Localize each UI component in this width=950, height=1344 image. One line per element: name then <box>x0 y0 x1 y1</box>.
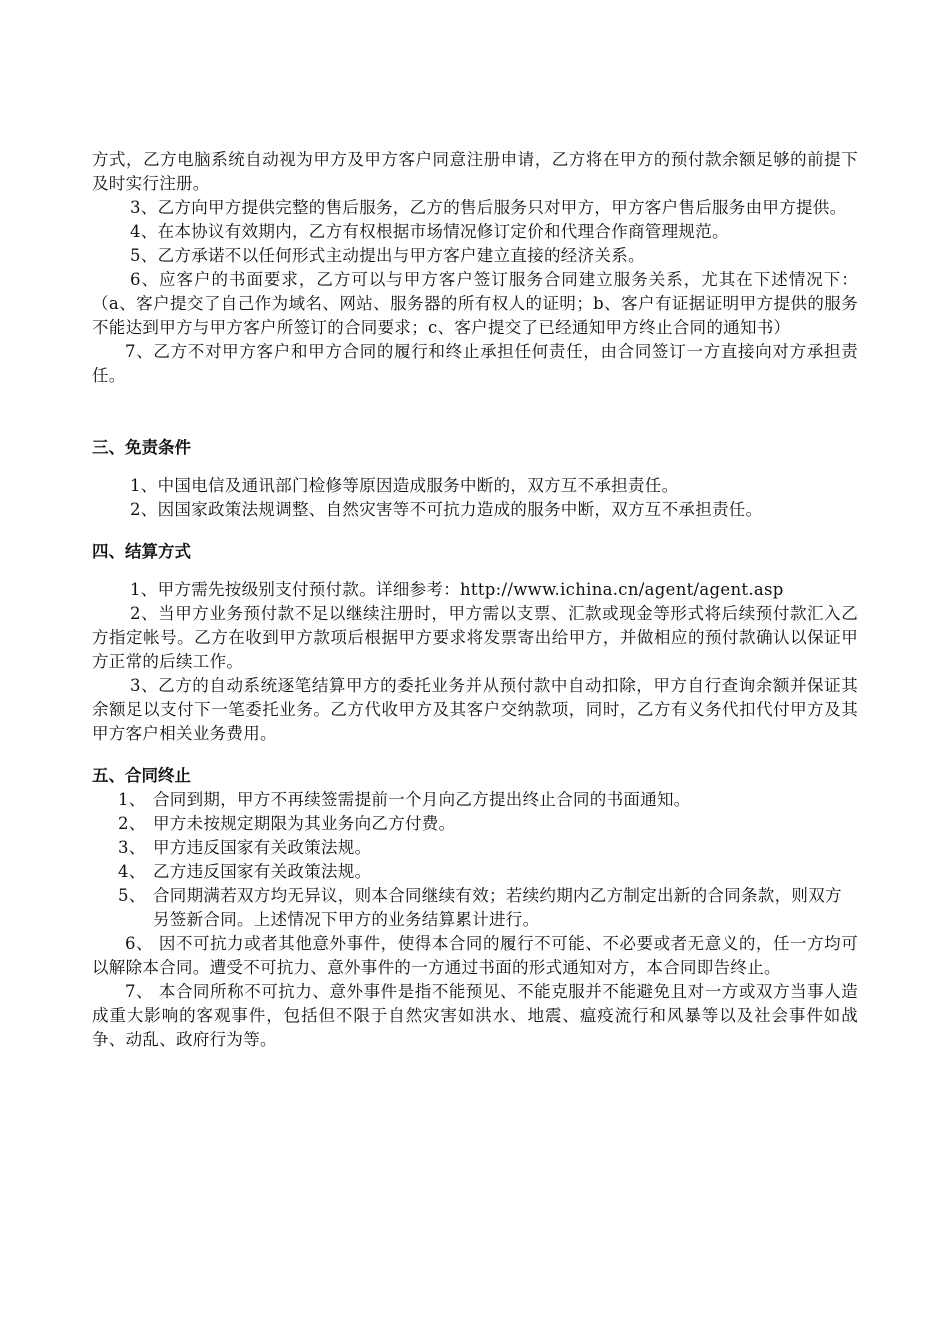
termination-list <box>92 788 858 932</box>
list-item: 1、 合同到期，甲方不再续签需提前一个月向乙方提出终止合同的书面通知。 <box>118 790 691 809</box>
paragraph-service-contract: 6、应客户的书面要求，乙方可以与甲方客户签订服务合同建立服务关系，尤其在下述情况下：（a、客户提交了自己作为域名、网站、服务器的所有权人的证明；b、客户有证据证明甲方提供的服务不能达到甲方与甲方客户所签订的合同要求；c、客户提交了已经通知甲方终止合同的通知书） <box>92 270 858 337</box>
paragraph-force-majeure-termination: 6、 因不可抗力或者其他意外事件，使得本合同的履行不可能、不必要或者无意义的，任一方均可以解除本合同。遭受不可抗力、意外事件的一方通过书面的形式通知对方，本合同即告终止。 <box>92 934 858 977</box>
paragraph-no-liability: 7、乙方不对甲方客户和甲方合同的履行和终止承担任何责任，由合同签订一方直接向对方承担责任。 <box>92 342 858 385</box>
list-item: 4、 乙方违反国家有关政策法规。 <box>118 862 372 881</box>
list-item: 5、 合同期满若双方均无异议，则本合同继续有效；若续约期内乙方制定出新的合同条款，则双方另签新合同。上述情况下甲方的业务结算累计进行。 <box>118 886 842 929</box>
paragraph-force-majeure-definition: 7、 本合同所称不可抗力、意外事件是指不能预见、不能克服并不能避免且对一方或双方当事人造成重大影响的客观事件，包括但不限于自然灾害如洪水、地震、瘟疫流行和风暴等以及社会事件如战争、动乱、政府行为等。 <box>92 982 858 1049</box>
list-item: 3、 甲方违反国家有关政策法规。 <box>118 838 372 857</box>
paragraph-no-direct-relation: 5、乙方承诺不以任何形式主动提出与甲方客户建立直接的经济关系。 <box>130 246 645 265</box>
paragraph-after-sales: 3、乙方向甲方提供完整的售后服务，乙方的售后服务只对甲方，甲方客户售后服务由甲方提供。 <box>130 198 847 217</box>
list-item: 2、 甲方未按规定期限为其业务向乙方付费。 <box>118 814 456 833</box>
section-heading-termination: 五、合同终止 <box>92 766 191 785</box>
section-heading-settlement: 四、结算方式 <box>92 542 191 561</box>
paragraph-pricing-revision: 4、在本协议有效期内，乙方有权根据市场情况修订定价和代理合作商管理规范。 <box>130 222 729 241</box>
paragraph-exemption-2: 2、因国家政策法规调整、自然灾害等不可抗力造成的服务中断，双方互不承担责任。 <box>130 500 763 519</box>
document-body <box>92 148 858 1052</box>
paragraph-settlement-1: 1、甲方需先按级别支付预付款。详细参考：http://www.ichina.cn/agent/agent.asp <box>130 580 784 599</box>
section-heading-exemption: 三、免责条件 <box>92 438 191 457</box>
paragraph-settlement-3: 3、乙方的自动系统逐笔结算甲方的委托业务并从预付款中自动扣除，甲方自行查询余额并保证其余额足以支付下一笔委托业务。乙方代收甲方及其客户交纳款项，同时，乙方有义务代扣代付甲方及其甲方客户相关业务费用。 <box>92 676 858 743</box>
paragraph-registration-continued: 方式，乙方电脑系统自动视为甲方及甲方客户同意注册申请，乙方将在甲方的预付款余额足够的前提下及时实行注册。 <box>92 150 858 193</box>
paragraph-settlement-2: 2、当甲方业务预付款不足以继续注册时，甲方需以支票、汇款或现金等形式将后续预付款汇入乙方指定帐号。乙方在收到甲方款项后根据甲方要求将发票寄出给甲方，并做相应的预付款确认以保证甲方正常的后续工作。 <box>92 604 858 671</box>
paragraph-exemption-1: 1、中国电信及通讯部门检修等原因造成服务中断的，双方互不承担责任。 <box>130 476 679 495</box>
